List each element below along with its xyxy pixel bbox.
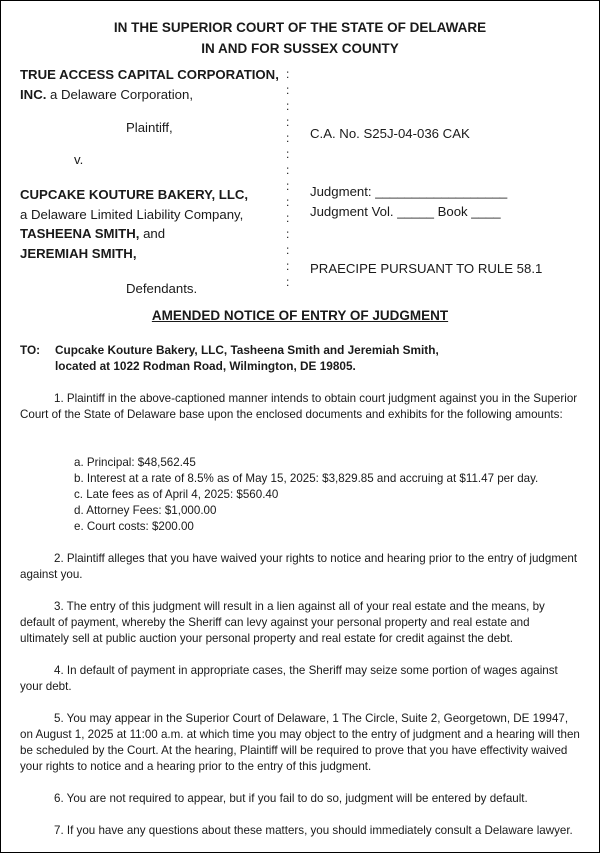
defendant-2-suffix: and [139, 226, 166, 241]
separator-colon: : [286, 211, 290, 225]
separator-colon: : [286, 67, 290, 81]
defendant-2-line [20, 225, 165, 242]
notice-title [1, 307, 599, 325]
paragraph-1 [20, 391, 580, 423]
versus: v. [74, 152, 84, 167]
defendant-2-name: TASHEENA SMITH, [20, 226, 140, 241]
paragraph-3-text: 3. The entry of this judgment will result in a lien against all of your real estate and the means, by default of payment, whereby the Sheriff can levy against your personal property and real estate and ultimately sell at public auction your personal property and real estate for credit against the debt. [20, 600, 545, 645]
paragraph-7 [20, 823, 580, 839]
to-recipients: Cupcake Kouture Bakery, LLC, Tasheena Smith and Jeremiah Smith, [55, 343, 439, 357]
plaintiff-name-line-2 [20, 86, 193, 103]
paragraph-1-text: 1. Plaintiff in the above-captioned manner intends to obtain court judgment against you in the Superior Court of the State of Delaware base upon the enclosed documents and exhibits for the following amounts: [20, 392, 578, 421]
plaintiff-name-line-1: TRUE ACCESS CAPITAL CORPORATION, [20, 67, 279, 82]
plaintiff-description: a Delaware Corporation, [46, 87, 193, 102]
paragraph-5 [20, 711, 580, 775]
paragraph-7-text: 7. If you have any questions about these matters, you should immediately consult a Delaware lawyer. [54, 824, 573, 837]
amount-item: d. Attorney Fees: $1,000.00 [74, 504, 217, 517]
court-name-line-1: IN THE SUPERIOR COURT OF THE STATE OF DELAWARE [113, 20, 487, 35]
to-address: located at 1022 Rodman Road, Wilmington, DE 19805. [55, 359, 356, 373]
paragraph-5-text: 5. You may appear in the Superior Court of Delaware, 1 The Circle, Suite 2, Georgetown, DE 19947, on August 1, 2025 at 11:00 a.m. at which time you may object to the entry of judgment and a hearing will then be scheduled by the Court. At the hearing, Plaintiff will be required to prove that you have effectivity waived your rights to notice and a hearing prior to the entry of this judgment. [20, 712, 580, 773]
paragraph-6 [20, 791, 580, 807]
paragraph-6-text: 6. You are not required to appear, but if you fail to do so, judgment will be entered by default. [54, 792, 528, 805]
to-label: TO: [20, 343, 41, 357]
defendant-1-description: a Delaware Limited Liability Company, [20, 207, 244, 222]
separator-colon: : [286, 243, 290, 257]
case-number: C.A. No. S25J-04-036 CAK [310, 126, 470, 141]
amount-item: a. Principal: $48,562.45 [74, 456, 196, 469]
praecipe-label: PRAECIPE PURSUANT TO RULE 58.1 [310, 261, 543, 276]
separator-colon: : [286, 83, 290, 97]
notice-title-text: AMENDED NOTICE OF ENTRY OF JUDGMENT [151, 308, 449, 323]
separator-colon: : [286, 115, 290, 129]
plaintiff-role: Plaintiff, [126, 120, 173, 135]
separator-colon: : [286, 99, 290, 113]
court-name-line-2: IN AND FOR SUSSEX COUNTY [201, 41, 399, 56]
separator-colon: : [286, 275, 290, 289]
amount-item: e. Court costs: $200.00 [74, 520, 194, 533]
defendant-1-name: CUPCAKE KOUTURE BAKERY, LLC, [20, 187, 249, 202]
paragraph-2 [20, 551, 580, 583]
separator-colon: : [286, 227, 290, 241]
amount-item: b. Interest at a rate of 8.5% as of May 15, 2025: $3,829.85 and accruing at $11.47 per day. [74, 472, 539, 485]
judgment-field: Judgment: __________________ [310, 184, 508, 199]
plaintiff-name-suffix: INC. [20, 87, 47, 102]
amount-item: c. Late fees as of April 4, 2025: $560.40 [74, 488, 279, 501]
paragraph-2-text: 2. Plaintiff alleges that you have waived your rights to notice and hearing prior to the entry of judgment against you. [20, 552, 578, 581]
defendant-role: Defendants. [126, 281, 198, 296]
separator-colon: : [286, 259, 290, 273]
separator-colon: : [286, 179, 290, 193]
paragraph-4-text: 4. In default of payment in appropriate cases, the Sheriff may seize some portion of wages against your debt. [20, 664, 558, 693]
separator-colon: : [286, 131, 290, 145]
separator-colon: : [286, 163, 290, 177]
paragraph-4 [20, 663, 580, 695]
judgment-volume-field: Judgment Vol. _____ Book ____ [310, 204, 501, 219]
paragraph-3 [20, 599, 580, 647]
separator-colon: : [286, 195, 290, 209]
defendant-3-name: JEREMIAH SMITH, [20, 246, 137, 261]
separator-colon: : [286, 147, 290, 161]
